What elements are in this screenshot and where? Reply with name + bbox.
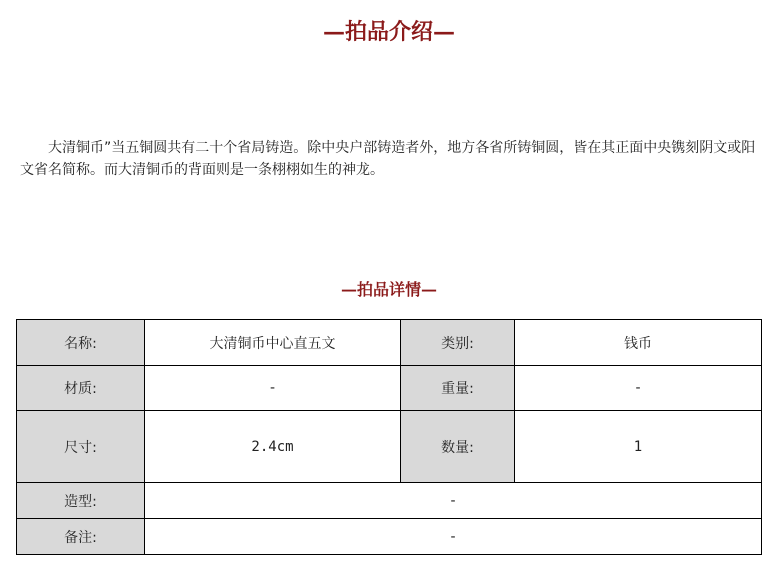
quantity-label: 数量:	[401, 411, 515, 483]
material-value: -	[145, 366, 401, 411]
name-value: 大清铜币中心直五文	[145, 320, 401, 366]
shape-value: -	[145, 483, 762, 519]
intro-description: 大清铜币”当五铜圆共有二十个省局铸造。除中央户部铸造者外，地方各省所铸铜圆，皆在其正面中央镌刻阴文或阳文省名简称。而大清铜币的背面则是一条栩栩如生的神龙。	[20, 140, 756, 178]
table-row-remark	[17, 519, 762, 555]
table-row-name	[17, 320, 762, 366]
quantity-value: 1	[515, 411, 762, 483]
table-row-size	[17, 411, 762, 483]
name-label: 名称:	[17, 320, 145, 366]
remark-value: -	[145, 519, 762, 555]
size-label: 尺寸:	[17, 411, 145, 483]
shape-label: 造型:	[17, 483, 145, 519]
weight-value: -	[515, 366, 762, 411]
material-label: 材质:	[17, 366, 145, 411]
remark-label: 备注:	[17, 519, 145, 555]
weight-label: 重量:	[401, 366, 515, 411]
table-row-material	[17, 366, 762, 411]
category-value: 钱币	[515, 320, 762, 366]
intro-title: —拍品介绍—	[322, 19, 455, 45]
details-table	[16, 319, 762, 555]
category-label: 类别:	[401, 320, 515, 366]
size-value: 2.4cm	[145, 411, 401, 483]
details-title: —拍品详情—	[340, 280, 437, 299]
table-row-shape	[17, 483, 762, 519]
